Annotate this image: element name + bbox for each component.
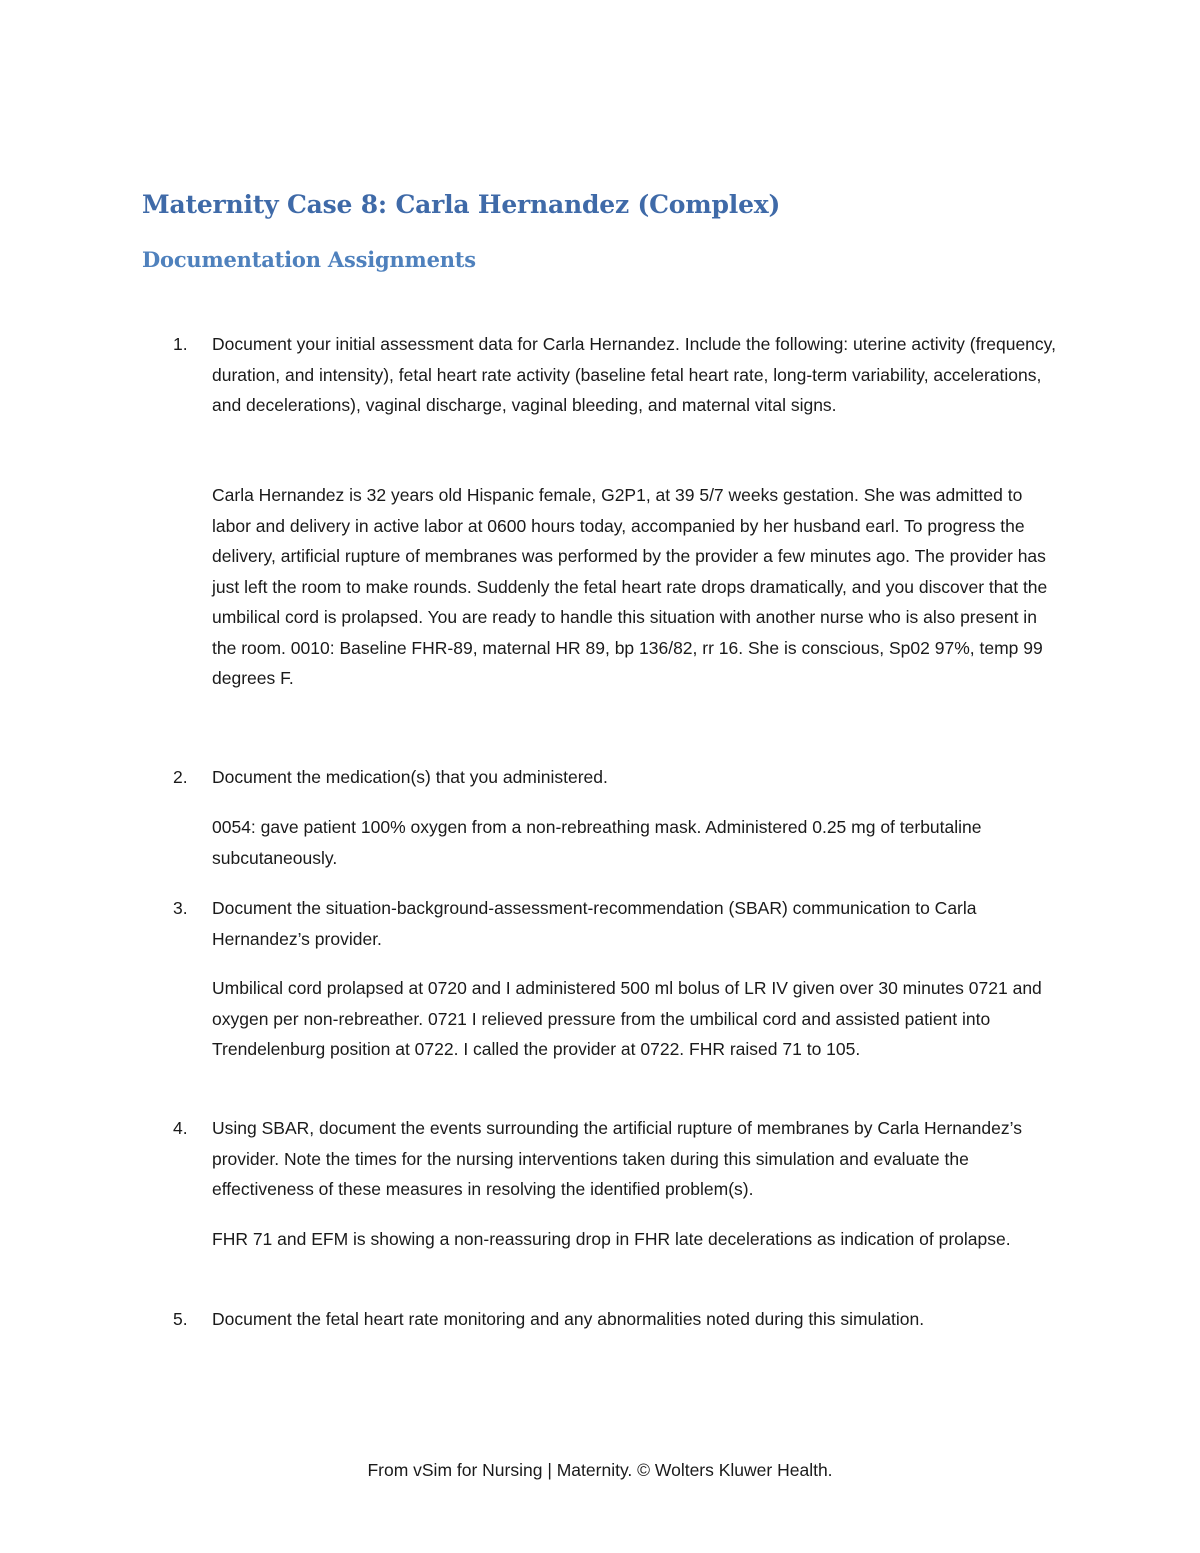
item-5-number: 5. <box>173 1309 188 1329</box>
item-4-number: 4. <box>173 1118 188 1138</box>
document-subtitle: Documentation Assignments <box>142 247 476 272</box>
item-1-prompt: Document your initial assessment data for Carla Hernandez. Include the following: uterine activity (frequency, duration, and intensity), fetal heart rate activity (baseline fetal heart rate, long-term variability, accelerations, and decelerations), vaginal discharge, vaginal bleeding, and maternal vital signs. <box>212 334 1056 415</box>
item-5-prompt: Document the fetal heart rate monitoring and any abnormalities noted during this simulation. <box>212 1309 925 1329</box>
item-3-prompt: Document the situation-background-assessment-recommendation (SBAR) communication to Carla Hernandez’s provider. <box>212 898 977 949</box>
item-2-number: 2. <box>173 767 188 787</box>
item-2-prompt: Document the medication(s) that you administered. <box>212 767 608 787</box>
item-1-number: 1. <box>173 334 188 354</box>
page-footer: From vSim for Nursing | Maternity. © Wolters Kluwer Health. <box>367 1460 833 1480</box>
item-3-number: 3. <box>173 898 188 918</box>
item-4-prompt: Using SBAR, document the events surrounding the artificial rupture of membranes by Carla Hernandez’s provider. Note the times for the nursing interventions taken during this simulation and evaluate the effectiveness of these measures in resolving the identified problem(s). <box>212 1118 1022 1199</box>
item-3-answer: Umbilical cord prolapsed at 0720 and I administered 500 ml bolus of LR IV given over 30 minutes 0721 and oxygen per non-rebreather. 0721 I relieved pressure from the umbilical cord and assisted patient into Trendelenburg position at 0722. I called the provider at 0722. FHR raised 71 to 105. <box>212 978 1042 1059</box>
document-title: Maternity Case 8: Carla Hernandez (Complex) <box>142 190 781 219</box>
item-4-answer: FHR 71 and EFM is showing a non-reassuring drop in FHR late decelerations as indication of prolapse. <box>212 1229 1011 1249</box>
item-2-answer: 0054: gave patient 100% oxygen from a non-rebreathing mask. Administered 0.25 mg of terbutaline subcutaneously. <box>212 817 982 868</box>
item-1-answer: Carla Hernandez is 32 years old Hispanic female, G2P1, at 39 5/7 weeks gestation. She was admitted to labor and delivery in active labor at 0600 hours today, accompanied by her husband earl. To progress the delivery, artificial rupture of membranes was performed by the provider a few minutes ago. The provider has just left the room to make rounds. Suddenly the fetal heart rate drops dramatically, and you discover that the umbilical cord is prolapsed. You are ready to handle this situation with another nurse who is also present in the room. 0010: Baseline FHR-89, maternal HR 89, bp 136/82, rr 16. She is conscious, Sp02 97%, temp 99 degrees F. <box>212 485 1048 688</box>
